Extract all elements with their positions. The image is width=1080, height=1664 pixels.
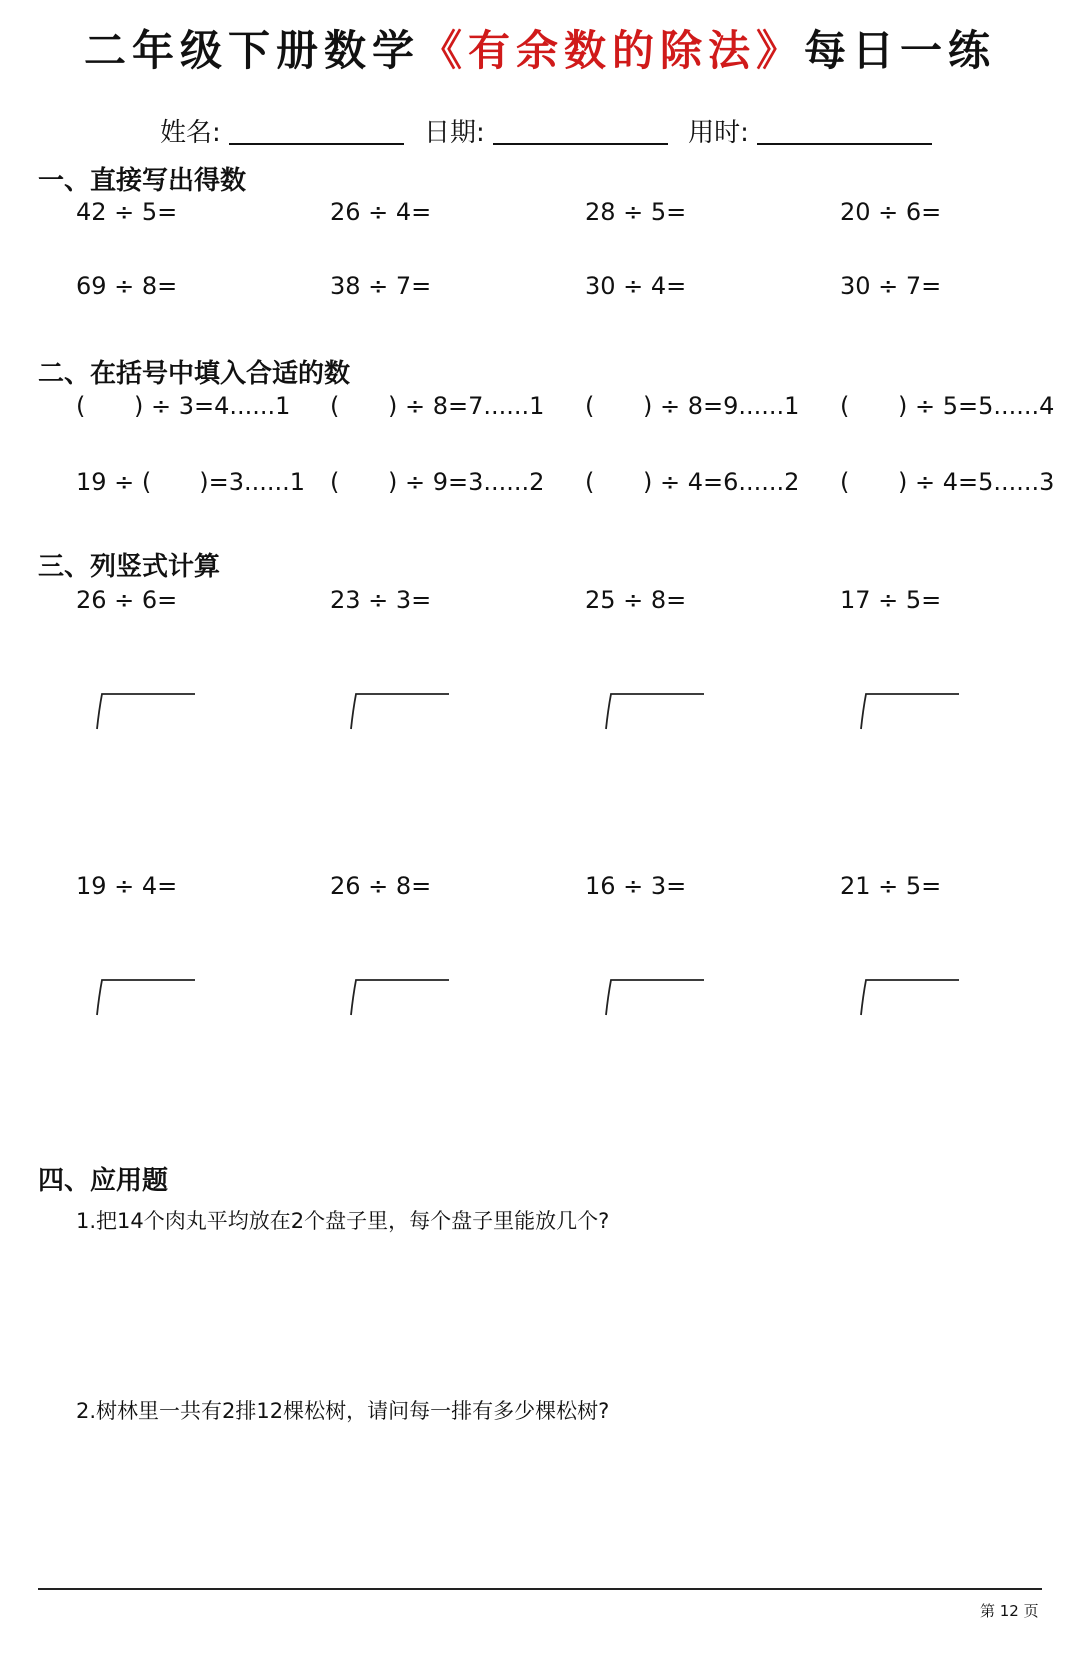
time-label: 用时: <box>688 118 749 148</box>
name-label: 姓名: <box>160 118 221 148</box>
s2-problem: ( ) ÷ 8=7......1 <box>330 392 545 420</box>
s1-problem: 38 ÷ 7= <box>330 272 432 300</box>
s3-problem: 21 ÷ 5= <box>840 872 942 900</box>
s1-problem: 30 ÷ 4= <box>585 272 687 300</box>
section-1-heading: 一、直接写出得数 <box>38 166 247 196</box>
section-4-heading: 四、应用题 <box>38 1166 169 1196</box>
s2-problem: ( ) ÷ 3=4......1 <box>76 392 291 420</box>
date-label: 日期: <box>424 118 485 148</box>
s1-problem: 30 ÷ 7= <box>840 272 942 300</box>
s3-problem: 23 ÷ 3= <box>330 586 432 614</box>
title-tail: 每日一练 <box>804 26 997 75</box>
division-bracket <box>605 978 705 1016</box>
title-main: 二年级下册数学 <box>83 26 420 75</box>
s2-problem: ( ) ÷ 5=5......4 <box>840 392 1055 420</box>
s3-problem: 25 ÷ 8= <box>585 586 687 614</box>
s2-problem: ( ) ÷ 4=5......3 <box>840 468 1055 496</box>
s1-problem: 26 ÷ 4= <box>330 198 432 226</box>
division-bracket <box>605 692 705 730</box>
s2-problem: ( ) ÷ 4=6......2 <box>585 468 800 496</box>
student-info-line <box>160 112 944 149</box>
s1-problem: 69 ÷ 8= <box>76 272 178 300</box>
s2-problem: ( ) ÷ 8=9......1 <box>585 392 800 420</box>
division-bracket <box>96 692 196 730</box>
s2-problem: 19 ÷ ( )=3......1 <box>76 468 306 496</box>
name-field[interactable] <box>229 117 404 145</box>
section-2-heading: 二、在括号中填入合适的数 <box>38 359 351 389</box>
time-field[interactable] <box>757 117 932 145</box>
s1-problem: 42 ÷ 5= <box>76 198 178 226</box>
division-bracket <box>350 692 450 730</box>
date-field[interactable] <box>493 117 668 145</box>
section-3-heading: 三、列竖式计算 <box>38 552 221 582</box>
word-problem: 2.树林里一共有2排12棵松树，请问每一排有多少棵松树? <box>76 1399 610 1423</box>
s3-problem: 26 ÷ 8= <box>330 872 432 900</box>
s1-problem: 20 ÷ 6= <box>840 198 942 226</box>
worksheet-title <box>0 18 1080 78</box>
division-bracket <box>860 692 960 730</box>
division-bracket <box>96 978 196 1016</box>
s1-problem: 28 ÷ 5= <box>585 198 687 226</box>
page-number: 第 12 页 <box>980 1602 1039 1620</box>
footer-divider <box>38 1588 1042 1590</box>
s3-problem: 17 ÷ 5= <box>840 586 942 614</box>
s3-problem: 19 ÷ 4= <box>76 872 178 900</box>
s3-problem: 16 ÷ 3= <box>585 872 687 900</box>
s3-problem: 26 ÷ 6= <box>76 586 178 614</box>
division-bracket <box>350 978 450 1016</box>
division-bracket <box>860 978 960 1016</box>
s2-problem: ( ) ÷ 9=3......2 <box>330 468 545 496</box>
word-problem: 1.把14个肉丸平均放在2个盘子里，每个盘子里能放几个? <box>76 1209 610 1233</box>
title-topic: 《有余数的除法》 <box>419 26 804 75</box>
